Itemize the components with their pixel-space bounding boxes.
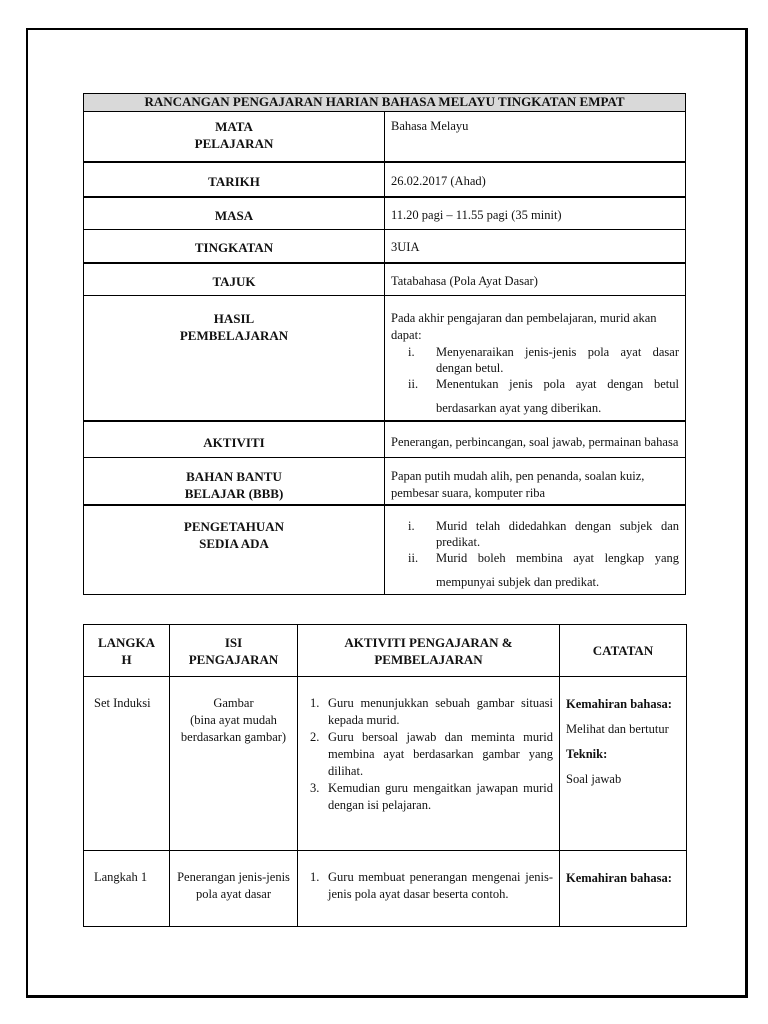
header-line: H bbox=[121, 651, 132, 667]
label-line: PELAJARAN bbox=[194, 136, 274, 151]
label-line: SEDIA ADA bbox=[199, 536, 269, 551]
mata-pelajaran-label bbox=[84, 112, 385, 162]
mata-pelajaran-value: Bahasa Melayu bbox=[385, 112, 686, 162]
lesson-plan-title: RANCANGAN PENGAJARAN HARIAN BAHASA MELAYU TINGKATAN EMPAT bbox=[84, 94, 686, 112]
list-item bbox=[304, 695, 553, 729]
tajuk-value: Tatabahasa (Pola Ayat Dasar) bbox=[385, 263, 686, 296]
kemahiran-label: Kemahiran bahasa: bbox=[566, 697, 672, 711]
aktiviti-list bbox=[304, 869, 553, 903]
tarikh-label: TARIKH bbox=[84, 162, 385, 197]
sedia-list bbox=[391, 518, 679, 594]
header-line: AKTIVITI PENGAJARAN & bbox=[344, 634, 513, 650]
header-line: ISI bbox=[224, 634, 243, 650]
list-item bbox=[304, 869, 553, 903]
lesson-steps-table bbox=[83, 624, 687, 927]
item-text: Kemudian guru mengaitkan jawapan murid dengan isi pelajaran. bbox=[328, 781, 553, 812]
table-row bbox=[84, 851, 687, 927]
tajuk-label: TAJUK bbox=[84, 263, 385, 296]
item-number: ii. bbox=[408, 551, 419, 565]
item-number: 1. bbox=[310, 696, 320, 710]
aktiviti-cell bbox=[298, 677, 560, 851]
aktiviti-list bbox=[304, 695, 553, 814]
item-number: 2. bbox=[310, 730, 320, 744]
header-isi bbox=[170, 625, 298, 677]
item-text: Menyenaraikan jenis-jenis pola ayat dasar dengan betul. bbox=[436, 345, 679, 375]
label-line: MATA bbox=[215, 119, 253, 134]
aktiviti-cell bbox=[298, 851, 560, 927]
table-row bbox=[84, 677, 687, 851]
label-line: HASIL bbox=[213, 311, 255, 326]
list-item bbox=[391, 376, 679, 420]
hasil-value bbox=[385, 296, 686, 422]
item-text: Menentukan jenis pola ayat dengan betul berdasarkan ayat yang diberikan. bbox=[436, 377, 679, 415]
table-header-row bbox=[84, 625, 687, 677]
kemahiran-label: Kemahiran bahasa: bbox=[566, 871, 672, 885]
isi-line: (bina ayat mudah berdasarkan gambar) bbox=[180, 713, 287, 744]
tingkatan-value: 3UIA bbox=[385, 230, 686, 263]
bbb-value: Papan putih mudah alih, pen penanda, soalan kuiz, pembesar suara, komputer riba bbox=[385, 457, 686, 505]
item-text: Guru bersoal jawab dan meminta murid membina ayat berdasarkan gambar yang dilihat. bbox=[328, 730, 553, 778]
isi-line: Gambar bbox=[213, 696, 254, 710]
label-line: PENGETAHUAN bbox=[183, 519, 285, 534]
header-line: LANGKA bbox=[97, 634, 156, 650]
item-number: ii. bbox=[408, 377, 419, 391]
catatan-cell bbox=[560, 677, 687, 851]
kemahiran-value: Melihat dan bertutur bbox=[566, 722, 669, 736]
list-item bbox=[304, 780, 553, 814]
catatan-cell bbox=[560, 851, 687, 927]
list-item bbox=[304, 729, 553, 780]
langkah-cell: Set Induksi bbox=[84, 677, 170, 851]
item-number: i. bbox=[408, 519, 415, 533]
langkah-cell: Langkah 1 bbox=[84, 851, 170, 927]
item-number: 3. bbox=[310, 781, 320, 795]
hasil-list bbox=[391, 344, 679, 420]
header-line: PEMBELAJARAN bbox=[374, 651, 483, 667]
isi-cell bbox=[170, 677, 298, 851]
list-item bbox=[391, 550, 679, 594]
masa-label: MASA bbox=[84, 197, 385, 230]
lesson-info-table bbox=[83, 93, 686, 595]
item-text: Guru menunjukkan sebuah gambar situasi kepada murid. bbox=[328, 696, 553, 727]
hasil-label bbox=[84, 296, 385, 422]
header-line: PENGAJARAN bbox=[188, 651, 279, 667]
item-text: Murid telah didedahkan dengan subjek dan predikat. bbox=[436, 519, 679, 549]
label-line: PEMBELAJARAN bbox=[179, 328, 289, 343]
sedia-ada-label bbox=[84, 505, 385, 595]
item-number: i. bbox=[408, 345, 415, 359]
tingkatan-label: TINGKATAN bbox=[84, 230, 385, 263]
sedia-ada-value bbox=[385, 505, 686, 595]
item-text: Murid boleh membina ayat lengkap yang mempunyai subjek dan predikat. bbox=[436, 551, 679, 589]
bbb-label bbox=[84, 457, 385, 505]
hasil-intro: Pada akhir pengajaran dan pembelajaran, murid akan dapat: bbox=[391, 311, 657, 342]
isi-cell: Penerangan jenis-jenis pola ayat dasar bbox=[170, 851, 298, 927]
tarikh-value: 26.02.2017 (Ahad) bbox=[385, 162, 686, 197]
teknik-label: Teknik: bbox=[566, 747, 608, 761]
header-langkah bbox=[84, 625, 170, 677]
aktiviti-label: AKTIVITI bbox=[84, 421, 385, 457]
aktiviti-value: Penerangan, perbincangan, soal jawab, permainan bahasa bbox=[385, 421, 686, 457]
teknik-value: Soal jawab bbox=[566, 772, 622, 786]
item-number: 1. bbox=[310, 870, 320, 884]
masa-value: 11.20 pagi – 11.55 pagi (35 minit) bbox=[385, 197, 686, 230]
item-text: Guru membuat penerangan mengenai jenis-jenis pola ayat dasar beserta contoh. bbox=[328, 870, 553, 901]
label-line: BAHAN BANTU bbox=[186, 468, 282, 484]
header-catatan: CATATAN bbox=[560, 625, 687, 677]
header-aktiviti bbox=[298, 625, 560, 677]
label-line: BELAJAR (BBB) bbox=[184, 485, 284, 501]
